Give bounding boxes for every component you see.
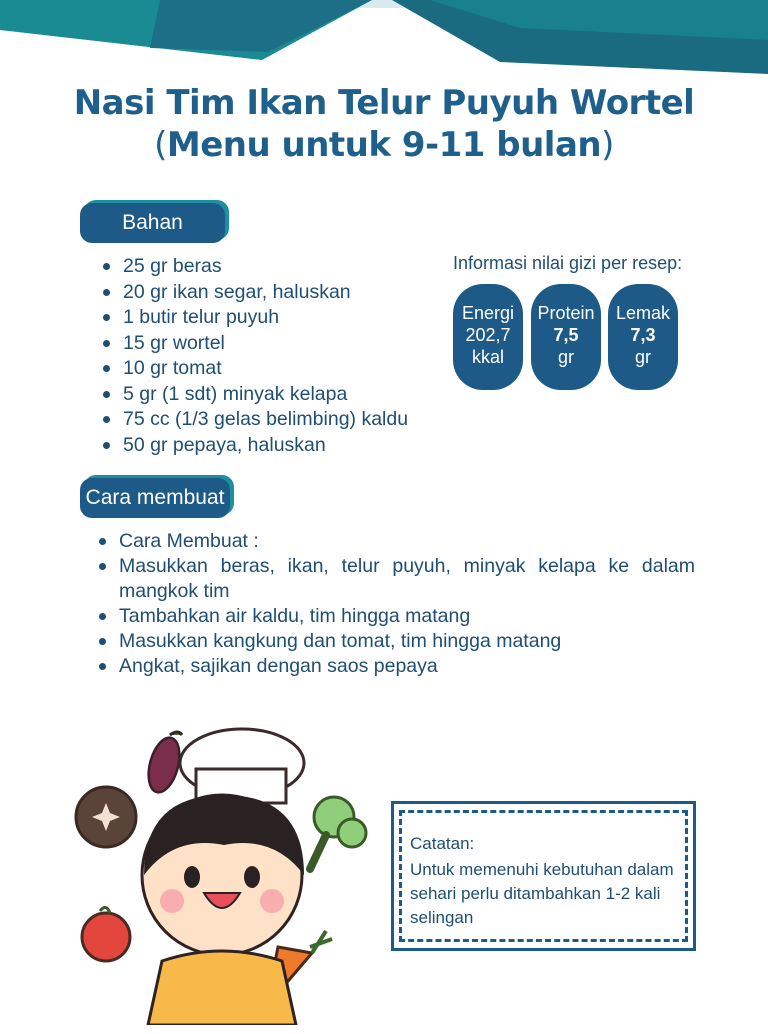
lemak-unit: gr [634, 347, 651, 367]
list-item: Angkat, sajikan dengan saos pepaya [99, 654, 695, 679]
list-item: 15 gr wortel [103, 331, 408, 357]
protein-value: 7,5 [553, 325, 579, 345]
note-title: Catatan: [410, 834, 475, 853]
broccoli-icon [310, 797, 366, 869]
note-box [391, 801, 696, 951]
protein-label: Protein [537, 303, 595, 323]
note-text: Untuk memenuhi kebutuhan dalam sehari perlu ditambahkan 1-2 kali selingan [410, 860, 674, 927]
list-item: 10 gr tomat [103, 356, 408, 382]
header-decoration [0, 0, 768, 80]
list-item: Cara Membuat : [99, 529, 695, 554]
kid-shirt [148, 951, 296, 1025]
mushroom-icon [76, 787, 136, 847]
page-subtitle [0, 125, 768, 165]
energi-label: Energi [461, 303, 515, 323]
nutrition-heading: Informasi nilai gizi per resep: [453, 253, 683, 273]
chef-kid-illustration [72, 725, 372, 1025]
bahan-label: Bahan [80, 203, 225, 243]
subtitle-close-paren: ) [601, 125, 614, 165]
cara-membuat-label: Cara membuat [80, 478, 230, 518]
list-item: Masukkan beras, ikan, telur puyuh, minyak kelapa ke dalam mangkok tim [99, 554, 695, 604]
list-item: Tambahkan air kaldu, tim hingga matang [99, 604, 695, 629]
list-item: 75 cc (1/3 gelas belimbing) kaldu [103, 407, 408, 433]
list-item: 50 gr pepaya, haluskan [103, 433, 408, 459]
energi-unit: kkal [471, 347, 504, 367]
tomato-icon [82, 907, 130, 961]
protein-badge [531, 284, 601, 390]
list-item: 20 gr ikan segar, haluskan [103, 280, 408, 306]
energi-badge [453, 284, 523, 390]
kid-face [142, 795, 304, 955]
list-item: 5 gr (1 sdt) minyak kelapa [103, 382, 408, 408]
subtitle-open-paren: ( [154, 125, 167, 165]
protein-unit: gr [557, 347, 574, 367]
ingredients-list [103, 254, 408, 458]
subtitle-text: Menu untuk 9-11 bulan [166, 125, 602, 165]
list-item: 1 butir telur puyuh [103, 305, 408, 331]
list-item: 25 gr beras [103, 254, 408, 280]
lemak-badge [608, 284, 678, 390]
steps-list [99, 529, 695, 679]
chef-hat-icon [180, 729, 304, 803]
energi-value: 202,7 [465, 325, 511, 345]
page-title: Nasi Tim Ikan Telur Puyuh Wortel [73, 83, 695, 123]
lemak-label: Lemak [615, 303, 671, 323]
list-item: Masukkan kangkung dan tomat, tim hingga matang [99, 629, 695, 654]
lemak-value: 7,3 [630, 325, 656, 345]
